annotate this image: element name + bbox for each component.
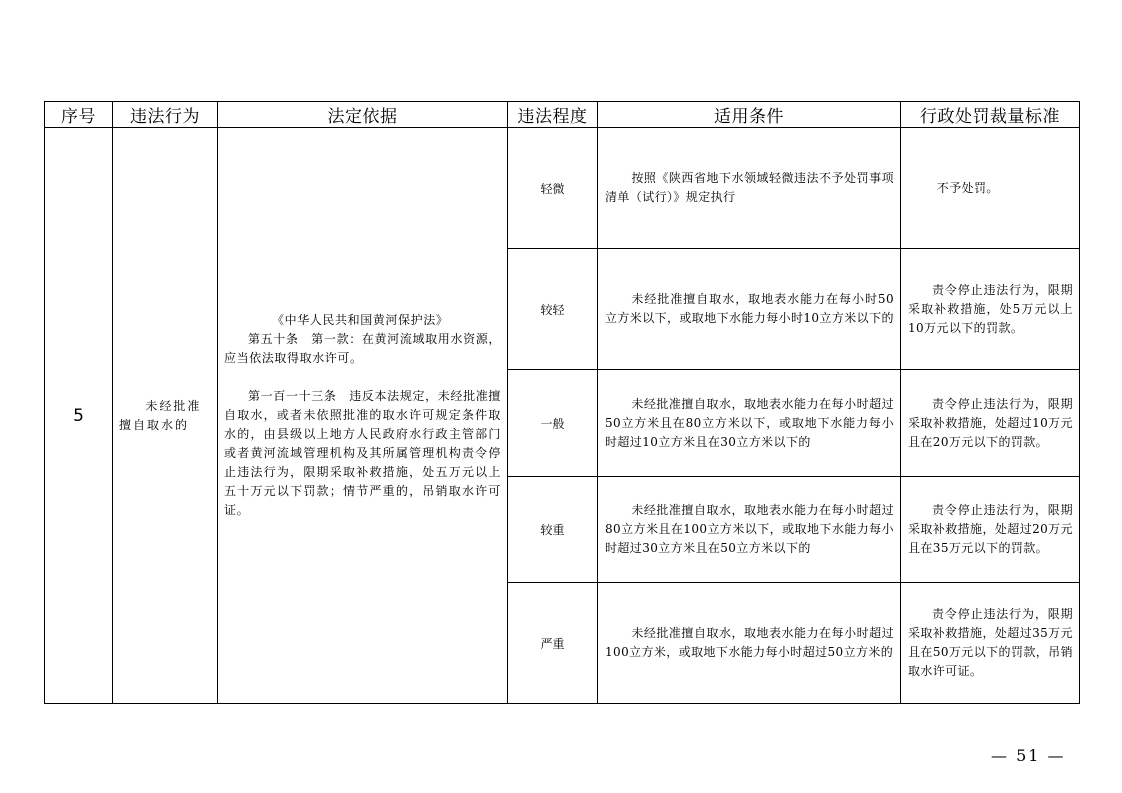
degree-cell: 较重 — [508, 477, 598, 583]
standard-cell — [901, 583, 1080, 704]
standard-cell — [901, 249, 1080, 370]
law-title: 《中华人民共和国黄河保护法》 — [272, 313, 449, 327]
condition-text: 未经批准擅自取水，取地表水能力在每小时超过100立方米，或取地下水能力每小时超过50立方米的 — [605, 626, 894, 659]
header-row — [45, 102, 1080, 128]
standard-cell — [901, 128, 1080, 249]
degree-cell: 较轻 — [508, 249, 598, 370]
degree-cell: 轻微 — [508, 128, 598, 249]
condition-text: 未经批准擅自取水，取地表水能力在每小时超过50立方米且在80立方米以下，或取地下水能力每小时超过10立方米且在30立方米以下的 — [605, 396, 894, 449]
condition-cell — [598, 583, 901, 704]
condition-text: 未经批准擅自取水，取地表水能力在每小时超过80立方米且在100立方米以下，或取地下水能力每小时超过30立方米且在50立方米以下的 — [605, 503, 894, 555]
standard-cell — [901, 370, 1080, 477]
header-condition: 适用条件 — [598, 102, 901, 128]
penalty-table — [44, 101, 1080, 704]
header-standard: 行政处罚裁量标准 — [901, 102, 1080, 128]
degree-cell: 严重 — [508, 583, 598, 704]
seq-cell: 5 — [45, 128, 113, 704]
degree-cell: 一般 — [508, 370, 598, 477]
condition-cell — [598, 370, 901, 477]
table-row — [45, 128, 1080, 249]
condition-cell — [598, 249, 901, 370]
standard-text: 责令停止违法行为，限期采取补救措施，处超过35万元且在50万元以下的罚款，吊销取水许可证。 — [908, 607, 1073, 678]
standard-text: 责令停止违法行为，限期采取补救措施，处超过10万元且在20万元以下的罚款。 — [908, 396, 1073, 449]
violation-text: 未经批准擅自取水的 — [119, 398, 202, 432]
condition-text: 未经批准擅自取水，取地表水能力在每小时50立方米以下，或取地下水能力每小时10立方米以下的 — [605, 292, 894, 325]
condition-cell — [598, 477, 901, 583]
header-seq: 序号 — [45, 102, 113, 128]
standard-cell — [901, 477, 1080, 583]
legal-basis-cell — [218, 128, 508, 704]
condition-cell — [598, 128, 901, 249]
article-113: 第一百一十三条 违反本法规定，未经批准擅自取水，或者未依照批准的取水许可规定条件取水的，由县级以上地方人民政府水行政主管部门或者黄河流域管理机构及其所属管理机构责令停止违法行为，限期采取补救措施，处五万元以上五十万元以下罚款；情节严重的，吊销取水许可证。 — [224, 389, 501, 517]
header-legal-basis: 法定依据 — [218, 102, 508, 128]
violation-cell — [113, 128, 218, 704]
condition-text: 按照《陕西省地下水领域轻微违法不予处罚事项清单（试行）》规定执行 — [605, 171, 894, 204]
standard-text: 责令停止违法行为，限期采取补救措施，处超过20万元且在35万元以下的罚款。 — [908, 503, 1073, 555]
page-number: — 51 — — [991, 746, 1066, 765]
header-degree: 违法程度 — [508, 102, 598, 128]
standard-text: 不予处罚。 — [936, 180, 999, 195]
header-violation: 违法行为 — [113, 102, 218, 128]
article-50: 第五十条 第一款：在黄河流域取用水资源，应当依法取得取水许可。 — [224, 332, 501, 365]
standard-text: 责令停止违法行为，限期采取补救措施，处5万元以上10万元以下的罚款。 — [908, 282, 1073, 335]
